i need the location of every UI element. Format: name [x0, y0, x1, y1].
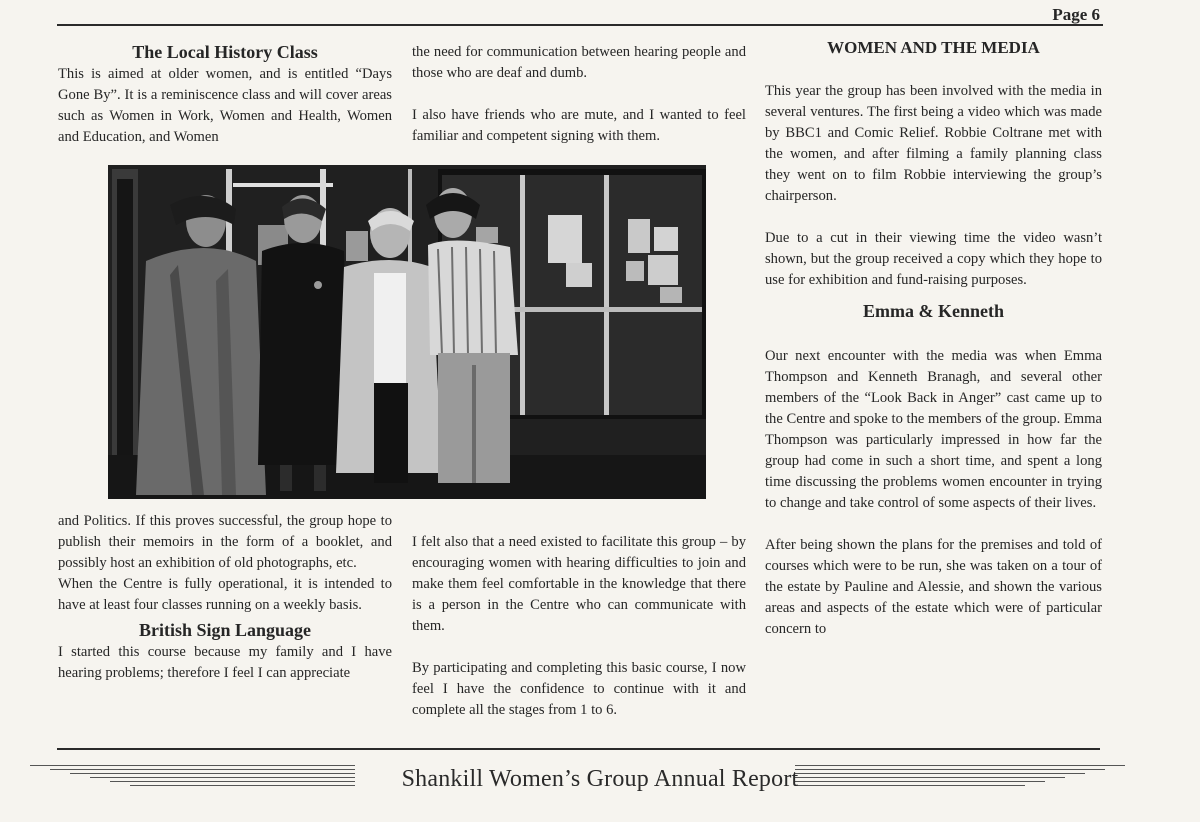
paragraph-centre-classes: When the Centre is fully operational, it is intended to have at least four classes running on a weekly basis.	[58, 576, 392, 613]
footer-title: Shankill Women’s Group Annual Report	[401, 766, 799, 792]
heading-emma-kenneth: Emma & Kenneth	[863, 301, 1004, 321]
paragraph-emma-kenneth-visit: Our next encounter with the media was when Emma Thompson and Kenneth Branagh, and several other members of the “Look Back in Anger” cast came up to the Centre and spoke to the members of the group. Emma Thompson was particularly impressed in how far the group had come in such a short time, and spent a long time discussing the problems women encounter in trying to change and take control of some aspects of their lives.	[765, 348, 1102, 511]
paragraph-video-copy: Due to a cut in their viewing time the video wasn’t shown, but the group received a copy which they hope to use for exhibition and fund-raising purposes.	[765, 230, 1102, 288]
paragraph-facilitate-group: I felt also that a need existed to facilitate this group – by encouraging women with hearing difficulties to join and make them feel comfortable in the knowledge that there is a person in the Centre who can communicate with them.	[412, 534, 746, 634]
paragraph-local-history-cont: and Politics. If this proves successful, the group hope to publish their memoirs in the form of a booklet, and possibly host an exhibition of old photographs, etc.	[58, 513, 392, 571]
column-2-bottom	[412, 532, 746, 721]
heading-local-history: The Local History Class	[132, 42, 318, 62]
paragraph-communication-need: the need for communication between hearing people and those who are deaf and dumb.	[412, 44, 746, 81]
top-rule	[57, 24, 1103, 26]
bottom-rule	[57, 748, 1100, 750]
group-photo	[108, 165, 706, 499]
paragraph-basic-course: By participating and completing this basic course, I now feel I have the confidence to continue with it and complete all the stages from 1 to 6.	[412, 660, 746, 718]
paragraph-media-ventures: This year the group has been involved with the media in several ventures. The first being a video which was made by BBC1 and Comic Relief. Robbie Coltrane met with the women, and after filming a family planning class they went on to film Robbie interviewing the group’s chairperson.	[765, 83, 1102, 204]
paragraph-friends-mute: I also have friends who are mute, and I wanted to feel familiar and competent signing with them.	[412, 107, 746, 144]
column-3	[765, 36, 1102, 640]
paragraph-sign-language-intro: I started this course because my family and I have hearing problems; therefore I feel I can appreciate	[58, 644, 392, 681]
column-1-bottom	[58, 511, 392, 684]
heading-women-media: WOMEN AND THE MEDIA	[827, 38, 1040, 57]
column-1-top	[58, 40, 392, 148]
paragraph-local-history-intro: This is aimed at older women, and is entitled “Days Gone By”. It is a reminiscence class and will cover areas such as Women in Work, Women and Health, Women and Education, and Women	[58, 66, 392, 145]
column-2-top	[412, 42, 746, 147]
paragraph-estate-tour: After being shown the plans for the premises and told of courses which were to be run, she was taken on a tour of the estate by Pauline and Alessie, and shown the various areas and aspects of the estate which were of particular concern to	[765, 537, 1102, 637]
page-number: Page 6	[1052, 5, 1100, 24]
heading-sign-language: British Sign Language	[138, 620, 312, 640]
